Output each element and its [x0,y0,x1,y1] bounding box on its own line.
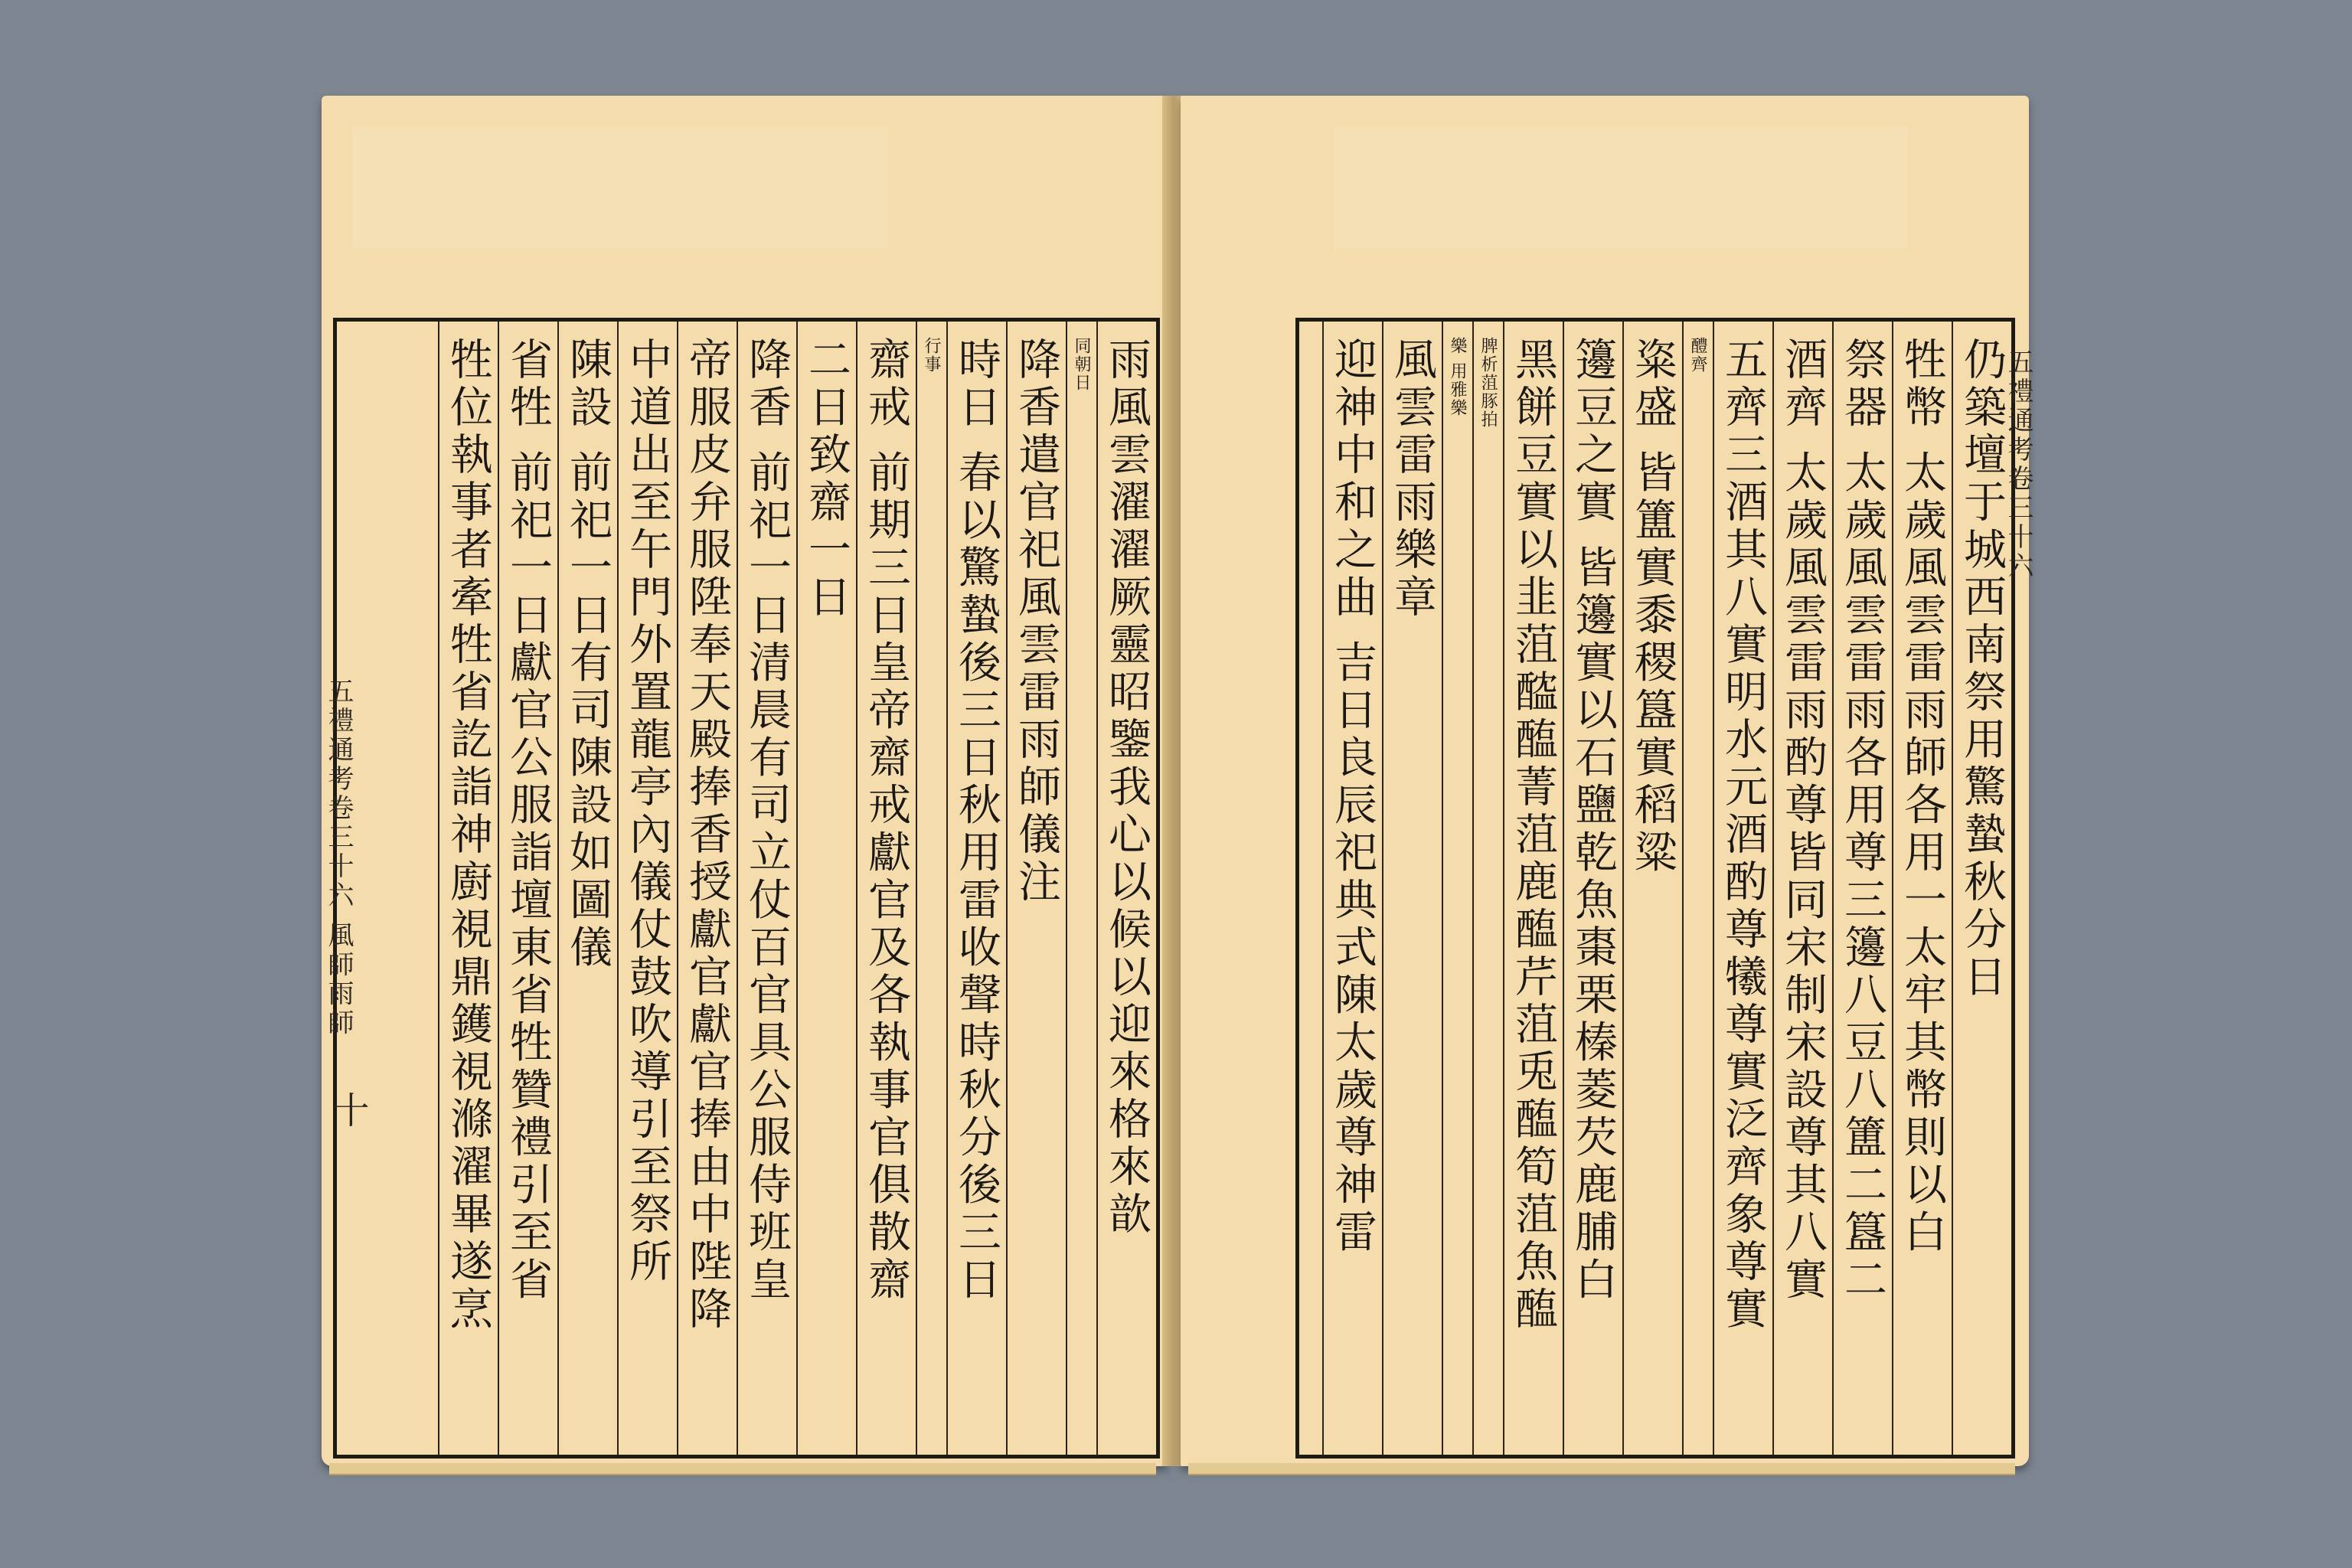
paper-sheen [1334,126,1908,249]
text-column: 齋戒 前期三日皇帝齋戒獻官及各執事官俱散齋 [856,322,916,1455]
page-edge [1188,1463,2015,1475]
text-column: 籩豆之實 皆籩實以石鹽乾魚棗栗榛菱芡鹿脯白 [1563,322,1622,1455]
text-column: 降香 前祀一日清晨有司立仗百官具公服侍班皇 [737,322,796,1455]
text-column: 二日致齋一日 [796,322,856,1455]
text-column: 時日 春以驚蟄後三日秋用雷收聲時秋分後三日 [946,322,1006,1455]
text-column: 降香遣官祀風雲雷雨師儀注 [1006,322,1066,1455]
text-column: 粢盛 皆簠實黍稷簋實稻粱 [1622,322,1682,1455]
text-column: 中道出至午門外置龍亭內儀仗鼓吹導引至祭所 [617,322,677,1455]
text-column: 祭器 太歲風雲雷雨各用尊三籩八豆八簠二簋二 [1832,322,1892,1455]
right-page [1181,96,2034,1466]
text-column: 行事 [916,322,946,1455]
text-column: 樂 用雅樂 [1442,322,1472,1455]
page-edge [329,1463,1156,1475]
left-columns [337,322,1156,1455]
right-margin-label: 五禮通考卷三十六 [2003,348,2034,581]
text-column: 五齊三酒其八實明水元酒酌尊犧尊實泛齊象尊實 [1713,322,1772,1455]
paper-sheen [352,126,888,249]
text-column: 牲位執事者牽牲省訖詣神廚視鼎鑊視滌濯畢遂烹 [438,322,498,1455]
text-column: 風雲雷雨樂章 [1382,322,1442,1455]
text-column: 帝服皮弁服陞奉天殿捧香授獻官獻官捧由中陛降 [677,322,737,1455]
text-column: 雨風雲濯濯厥靈昭鑒我心以候以迎來格來歆 [1096,322,1156,1455]
text-column: 醴齊 [1682,322,1713,1455]
text-column: 省牲 前祀一日獻官公服詣壇東省牲贊禮引至省 [498,322,557,1455]
left-text-frame [333,318,1160,1459]
text-column: 脾析菹豚拍 [1472,322,1503,1455]
text-column: 酒齊 太歲風雲雷雨酌尊皆同宋制宋設尊其八實 [1772,322,1832,1455]
left-page [322,96,1168,1466]
text-column: 黑餅豆實以韭菹醓醢菁菹鹿醢芹菹兎醢筍菹魚醢 [1503,322,1563,1455]
text-column: 牲幣 太歲風雲雷雨師各用一太牢其幣則以白 [1892,322,1952,1455]
open-book [322,96,2034,1474]
text-column: 陳設 前祀一日有司陳設如圖儀 [557,322,617,1455]
right-columns [1299,322,2011,1455]
text-column: 仍築壇于城西南祭用驚蟄秋分日 [1952,322,2011,1455]
left-margin-number: 十 [326,1091,369,1131]
text-column: 同朝日 [1066,322,1096,1455]
left-margin-label: 五禮通考卷三十六 風師雨師 [323,678,354,1038]
text-column: 迎神中和之曲 吉日良辰祀典式陳太歲尊神雷 [1322,322,1382,1455]
right-text-frame [1295,318,2015,1459]
